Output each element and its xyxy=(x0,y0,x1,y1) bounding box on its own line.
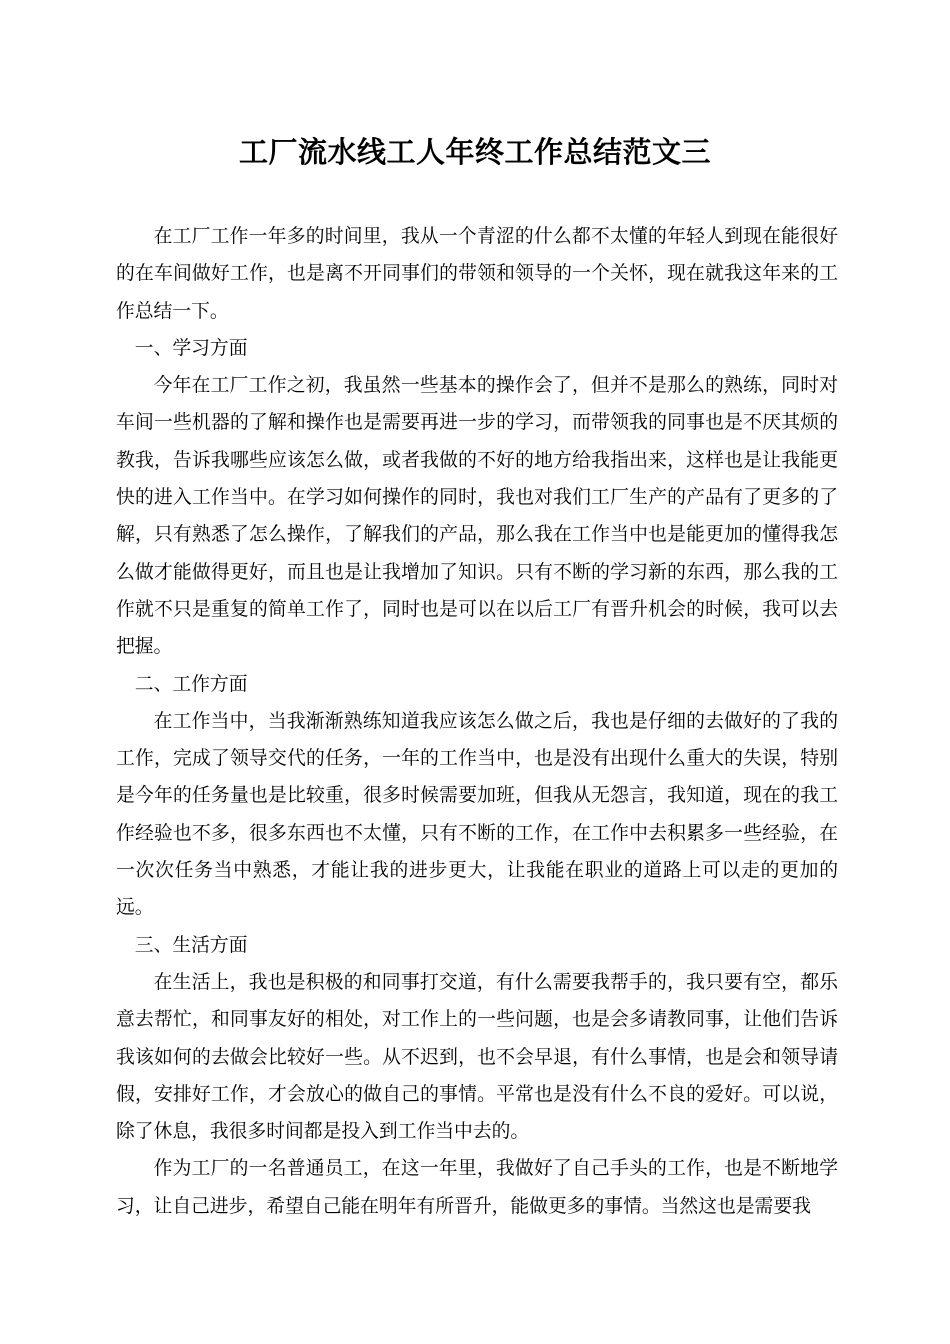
document-title: 工厂流水线工人年终工作总结范文三 xyxy=(238,135,711,169)
paragraph-study: 今年在工厂工作之初，我虽然一些基本的操作会了，但并不是那么的熟练，同时对车间一些机器的了解和操作也是需要再进一步的学习，而带领我的同事也是不厌其烦的教我，告诉我哪些应该怎么做，或者我做的不好的地方给我指出来，这样也是让我能更快的进入工作当中。在学习如何操作的同时，我也对我们工厂生产的产品有了更多的了解，只有熟悉了怎么操作，了解我们的产品，那么我在工作当中也是能更加的懂得我怎么做才能做得更好，而且也是让我增加了知识。只有不断的学习新的东西，那么我的工作就不只是重复的简单工作了，同时也是可以在以后工厂有晋升机会的时候，我可以去把握。 xyxy=(116,375,838,658)
section-heading-life: 三、生活方面 xyxy=(134,934,248,956)
paragraph-conclusion: 作为工厂的一名普通员工，在这一年里，我做好了自己手头的工作，也是不断地学习，让自己进步，希望自己能在明年有所晋升，能做更多的事情。当然这也是需要我 xyxy=(116,1158,838,1217)
section-heading-study: 一、学习方面 xyxy=(134,337,248,359)
document-body xyxy=(116,218,838,1225)
paragraph-work: 在工作当中，当我渐渐熟练知道我应该怎么做之后，我也是仔细的去做好的了我的工作，完成了领导交代的任务，一年的工作当中，也是没有出现什么重大的失误，特别是今年的任务量也是比较重，很多时候需要加班，但我从无怨言，我知道，现在的我工作经验也不多，很多东西也不太懂，只有不断的工作，在工作中去积累多一些经验，在一次次任务当中熟悉，才能让我的进步更大，让我能在职业的道路上可以走的更加的远。 xyxy=(116,710,838,919)
section-heading-work: 二、工作方面 xyxy=(134,673,248,695)
paragraph-intro: 在工厂工作一年多的时间里，我从一个青涩的什么都不太懂的年轻人到现在能很好的在车间做好工作，也是离不开同事们的带领和领导的一个关怀，现在就我这年来的工作总结一下。 xyxy=(116,226,838,322)
paragraph-life: 在生活上，我也是积极的和同事打交道，有什么需要我帮手的，我只要有空，都乐意去帮忙，和同事友好的相处，对工作上的一些问题，也是会多请教同事，让他们告诉我该如何的去做会比较好一些。从不迟到，也不会早退，有什么事情，也是会和领导请假，安排好工作，才会放心的做自己的事情。平常也是没有什么不良的爱好。可以说，除了休息，我很多时间都是投入到工作当中去的。 xyxy=(116,971,838,1143)
